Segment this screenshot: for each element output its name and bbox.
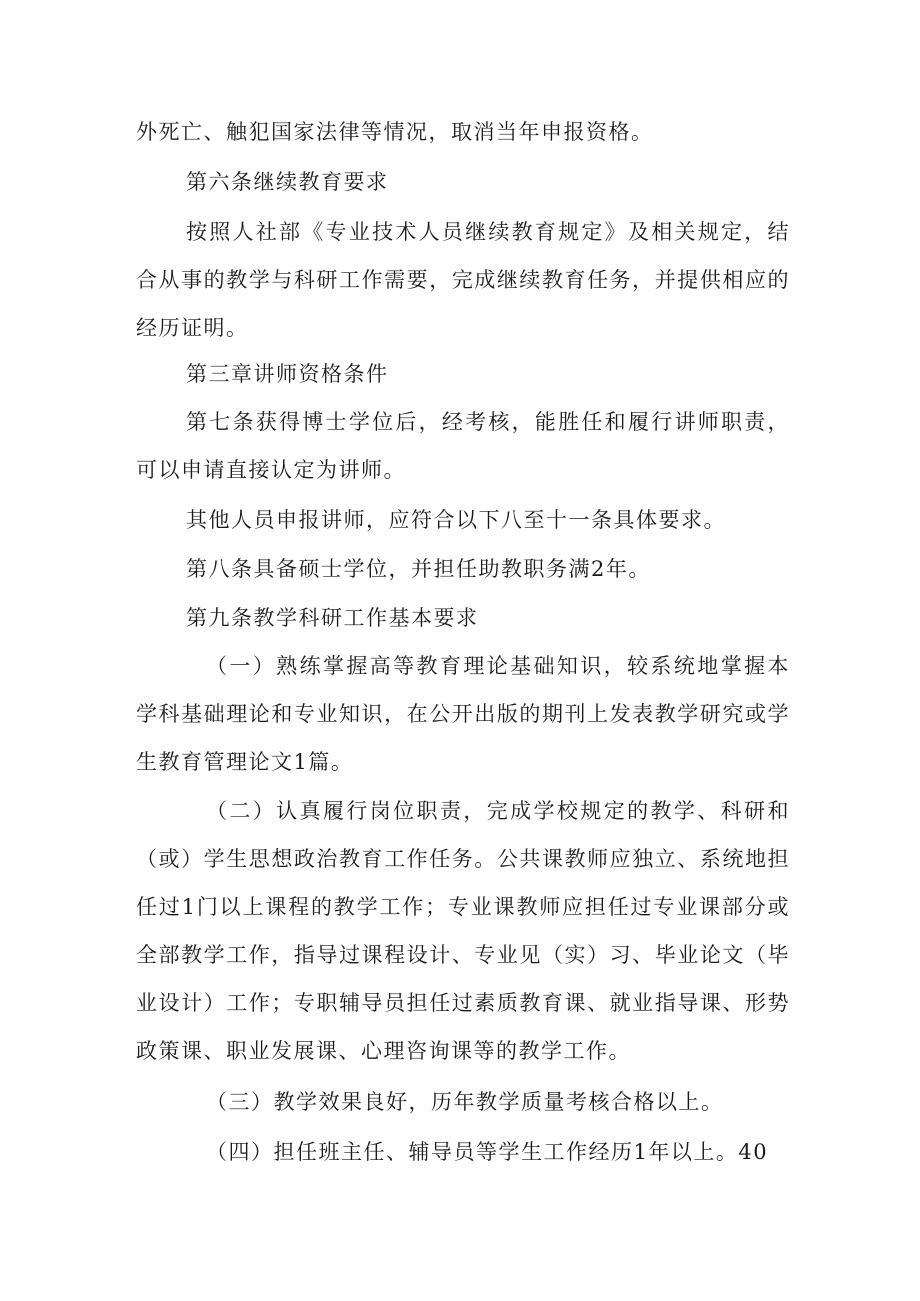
other-applicants-paragraph: 其他人员申报讲师，应符合以下八至十一条具体要求。 (186, 508, 726, 532)
item-4-paragraph: （四）担任班主任、辅导员等学生工作经历1年以上。40 (206, 1140, 769, 1164)
item-1-paragraph: （一）熟练掌握高等教育理论基础知识，较系统地掌握本学科基础理论和专业知识，在公开出版的期刊上发表教学研究或学生教育管理论文1篇。 (136, 654, 790, 774)
article-8-paragraph: 第八条具备硕士学位，并担任助教职务满2年。 (186, 557, 651, 581)
item-3-paragraph: （三）教学效果良好，历年教学质量考核合格以上。 (206, 1090, 724, 1114)
paragraph-1: 外死亡、触犯国家法律等情况，取消当年申报资格。 (136, 120, 654, 144)
article-7-paragraph: 第七条获得博士学位后，经考核，能胜任和履行讲师职责，可以申请直接认定为讲师。 (136, 410, 790, 482)
article-6-heading: 第六条继续教育要求 (186, 170, 389, 194)
chapter-3-heading: 第三章讲师资格条件 (186, 362, 389, 386)
paragraph-continuing-education: 按照人社部《专业技术人员继续教育规定》及相关规定，结合从事的教学与科研工作需要，完成继续教育任务，并提供相应的经历证明。 (136, 220, 790, 340)
item-2-paragraph: （二）认真履行岗位职责，完成学校规定的教学、科研和（或）学生思想政治教育工作任务。公共课教师应独立、系统地担任过1门以上课程的教学工作；专业课教师应担任过专业课部分或全部教学工作，指导过课程设计、专业见（实）习、毕业论文（毕业设计）工作；专职辅导员担任过素质教育课、就业指导课、形势政策课、职业发展课、心理咨询课等的教学工作。 (136, 799, 790, 1063)
article-9-heading: 第九条教学科研工作基本要求 (186, 606, 479, 630)
